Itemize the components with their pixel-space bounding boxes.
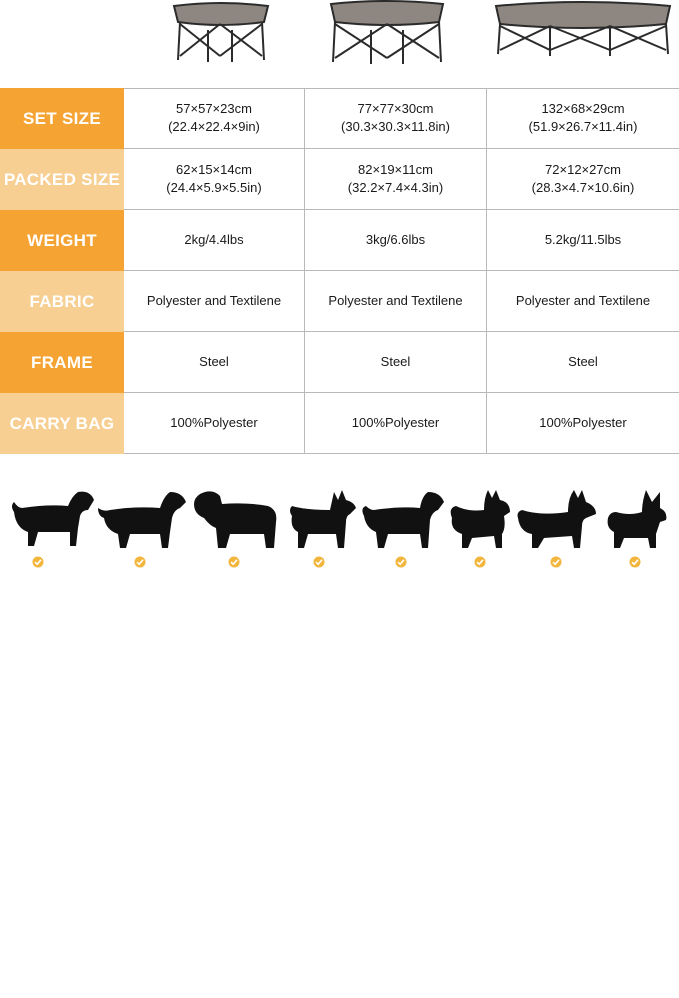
table-cell: Steel	[305, 332, 487, 393]
table-cell	[124, 88, 305, 149]
row-label: SET SIZE	[0, 88, 124, 149]
table-cell	[487, 88, 679, 149]
dog-breed-label: Saint Bernard	[219, 978, 251, 996]
large-cot-image	[490, 0, 676, 62]
cell-line-2: (28.3×4.7×10.6in)	[531, 180, 635, 195]
cell-line-2: (22.4×22.4×9in)	[168, 119, 260, 134]
medium-cot-image	[325, 0, 449, 70]
table-cell: Polyester and Textilene	[487, 271, 679, 332]
saint-bernard-dog-icon	[190, 488, 282, 552]
table-cell: Steel	[487, 332, 679, 393]
cell-line-2: (30.3×30.3×11.8in)	[341, 119, 450, 134]
table-cell: 2kg/4.4lbs	[124, 210, 305, 271]
cell-line-1: 57×57×23cm	[176, 101, 252, 116]
row-packed-size	[0, 149, 679, 210]
cell-line-2: (24.4×5.9×5.5in)	[166, 180, 262, 195]
product-images	[0, 0, 679, 88]
sheepdog-dog-icon	[516, 488, 598, 552]
table-cell: Steel	[124, 332, 305, 393]
table-cell	[305, 88, 487, 149]
table-cell	[124, 149, 305, 210]
cell-line-2: (51.9×26.7×11.4in)	[528, 119, 638, 134]
check-circle-icon	[395, 556, 407, 568]
table-cell: 100%Polyester	[487, 393, 679, 454]
dog-breed-label: Sheepdog	[536, 986, 576, 995]
dog-breed-label: Beagle	[34, 984, 62, 993]
table-cell: 100%Polyester	[305, 393, 487, 454]
dog-breed-label: Labradordog	[374, 986, 424, 995]
husky-dog-icon	[286, 488, 358, 552]
row-frame	[0, 332, 679, 393]
boston-spaniel-dog-icon	[602, 488, 672, 552]
cell-line-1: 72×12×27cm	[545, 162, 621, 177]
check-circle-icon	[550, 556, 562, 568]
cell-line-1: 82×19×11cm	[358, 162, 433, 177]
dog-breeds-strip	[0, 470, 679, 998]
table-cell: Polyester and Textilene	[124, 271, 305, 332]
row-fabric	[0, 271, 679, 332]
check-circle-icon	[629, 556, 641, 568]
small-cot-image	[168, 0, 274, 70]
dog-breed-label: Golden retriever	[126, 980, 160, 998]
row-label: FRAME	[0, 332, 124, 393]
dog-breed-label: Husky	[308, 986, 333, 995]
table-cell: Polyester and Textilene	[305, 271, 487, 332]
table-cell: 100%Polyester	[124, 393, 305, 454]
row-weight	[0, 210, 679, 271]
cell-line-1: 77×77×30cm	[357, 101, 434, 116]
table-cell: 3kg/6.6lbs	[305, 210, 487, 271]
cell-line-1: 62×15×14cm	[176, 162, 252, 177]
row-label: PACKED SIZE	[0, 149, 124, 210]
row-label: CARRY BAG	[0, 393, 124, 454]
row-label: FABRIC	[0, 271, 124, 332]
row-carry-bag	[0, 393, 679, 454]
check-circle-icon	[134, 556, 146, 568]
check-circle-icon	[228, 556, 240, 568]
golden-retriever-dog-icon	[96, 488, 188, 552]
beagle-dog-icon	[8, 488, 96, 550]
dog-breed-label: Samoyed	[460, 986, 496, 995]
samoyed-dog-icon	[448, 488, 514, 552]
cell-line-1: 132×68×29cm	[541, 101, 625, 116]
table-cell	[305, 149, 487, 210]
table-cell	[487, 149, 679, 210]
table-cell: 5.2kg/11.5lbs	[487, 210, 679, 271]
row-label: WEIGHT	[0, 210, 124, 271]
check-circle-icon	[313, 556, 325, 568]
check-circle-icon	[474, 556, 486, 568]
labrador-dog-icon	[358, 488, 446, 552]
cell-line-2: (32.2×7.4×4.3in)	[347, 180, 444, 195]
dog-breed-label: Boston spaniel	[625, 980, 653, 998]
row-set-size	[0, 88, 679, 149]
check-circle-icon	[32, 556, 44, 568]
